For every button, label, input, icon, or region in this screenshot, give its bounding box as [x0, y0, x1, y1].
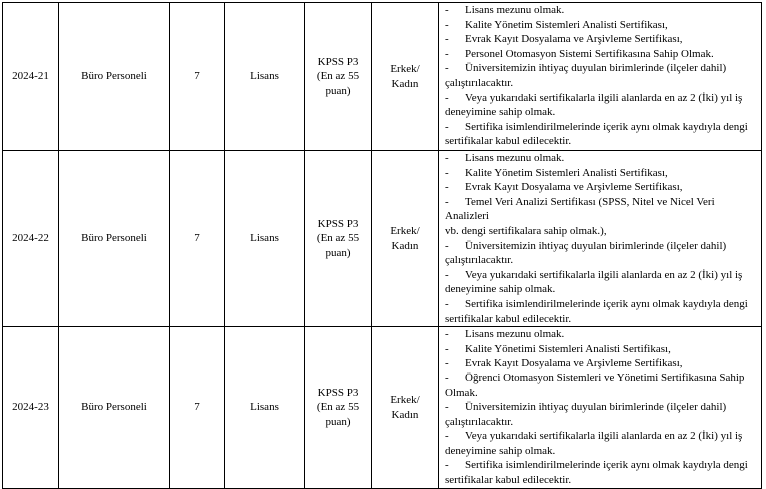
requirement-text: Sertifika isimlendirilmelerinde içerik aynı olmak kaydıyla dengi [465, 297, 748, 310]
gender [372, 151, 439, 327]
bullet-dash: - [445, 47, 449, 60]
gender-line: Erkek/ [390, 62, 420, 75]
bullet-dash: - [445, 62, 449, 75]
position-code: 2024-23 [3, 327, 59, 489]
requirement-text: Veya yukarıdaki sertifikalarla ilgili alanlarda en az 2 (İki) yıl iş [465, 430, 743, 443]
requirement-text: Lisans mezunu olmak. [465, 4, 565, 16]
requirement-text: Kalite Yönetimi Sistemleri Analisti Sertifikası, [465, 342, 671, 355]
requirement-text: Lisans mezunu olmak. [465, 328, 565, 341]
requirement-continuation [445, 76, 757, 91]
requirement-text: sertifikalar kabul edilecektir. [445, 135, 572, 148]
requirement-item [445, 151, 757, 166]
requirement-text: Üniversitemizin ihtiyaç duyulan birimlerinde (ilçeler dahil) [465, 401, 727, 414]
kpss-line: puan) [325, 84, 351, 97]
requirement-text: deneyimine sahip olmak. [445, 444, 556, 457]
kpss-requirement [305, 327, 372, 489]
gender-line: Kadın [391, 408, 419, 421]
requirement-text: Evrak Kayıt Dosyalama ve Arşivleme Sertifikası, [465, 33, 683, 46]
gender [372, 327, 439, 489]
position-code: 2024-22 [3, 151, 59, 327]
bullet-dash: - [445, 91, 449, 104]
position-count: 7 [170, 327, 225, 489]
bullet-dash: - [445, 166, 449, 179]
requirement-item [445, 400, 757, 415]
requirement-item [445, 61, 757, 76]
position-count: 7 [170, 151, 225, 327]
bullet-dash: - [445, 357, 449, 370]
requirement-text: Evrak Kayıt Dosyalama ve Arşivleme Sertifikası, [465, 357, 683, 370]
requirement-item [445, 91, 757, 106]
education-level: Lisans [225, 151, 305, 327]
bullet-dash: - [445, 297, 449, 310]
requirement-item [445, 327, 757, 342]
requirement-text: çalıştırılacaktır. [445, 415, 514, 428]
kpss-line: puan) [325, 415, 351, 428]
requirement-continuation [445, 415, 757, 430]
position-code: 2024-21 [3, 3, 59, 151]
requirement-text: Olmak. [445, 386, 478, 399]
requirement-text: çalıştırılacaktır. [445, 76, 514, 89]
requirement-item [445, 458, 757, 473]
requirement-continuation [445, 386, 757, 401]
bullet-dash: - [445, 152, 449, 164]
requirement-item [445, 47, 757, 62]
kpss-line: (En az 55 [316, 401, 360, 414]
requirement-continuation [445, 224, 757, 239]
requirement-item [445, 297, 757, 312]
table-body [3, 3, 762, 489]
gender-line: Erkek/ [390, 224, 420, 237]
bullet-dash: - [445, 268, 449, 281]
requirement-item [445, 342, 757, 357]
position-title: Büro Personeli [59, 327, 170, 489]
table-row [3, 151, 762, 327]
requirement-text: Evrak Kayıt Dosyalama ve Arşivleme Sertifikası, [465, 181, 683, 194]
bullet-dash: - [445, 18, 449, 31]
gender-line: Kadın [391, 77, 419, 90]
kpss-line: puan) [325, 246, 351, 259]
kpss-line: (En az 55 [316, 70, 360, 83]
requirement-continuation [445, 282, 757, 297]
bullet-dash: - [445, 4, 449, 16]
kpss-line: KPSS P3 [317, 386, 359, 399]
kpss-line: KPSS P3 [317, 217, 359, 230]
requirement-item [445, 166, 757, 181]
position-title: Büro Personeli [59, 151, 170, 327]
kpss-line: (En az 55 [316, 232, 360, 245]
gender-line: Erkek/ [390, 394, 420, 407]
bullet-dash: - [445, 181, 449, 194]
requirement-text: Sertifika isimlendirilmelerinde içerik aynı olmak kaydıyla dengi [465, 120, 748, 133]
position-title: Büro Personeli [59, 3, 170, 151]
kpss-requirement [305, 151, 372, 327]
requirement-text: çalıştırılacaktır. [445, 254, 514, 267]
bullet-dash: - [445, 342, 449, 355]
bullet-dash: - [445, 401, 449, 414]
kpss-requirement [305, 3, 372, 151]
bullet-dash: - [445, 239, 449, 252]
requirement-text: Üniversitemizin ihtiyaç duyulan birimlerinde (ilçeler dahil) [465, 239, 727, 252]
requirement-text: Veya yukarıdaki sertifikalarla ilgili alanlarda en az 2 (İki) yıl iş [465, 91, 743, 104]
requirement-text: Personel Otomasyon Sistemi Sertifikasına Sahip Olmak. [465, 47, 714, 60]
table-row [3, 3, 762, 151]
bullet-dash: - [445, 195, 449, 208]
kpss-line: KPSS P3 [317, 55, 359, 68]
position-count: 7 [170, 3, 225, 151]
requirement-text: Üniversitemizin ihtiyaç duyulan birimlerinde (ilçeler dahil) [465, 62, 727, 75]
requirement-item [445, 3, 757, 18]
requirement-continuation [445, 105, 757, 120]
requirement-item [445, 239, 757, 254]
requirement-text: Temel Veri Analizi Sertifikası (SPSS, Nitel ve Nicel Veri Analizleri [445, 195, 715, 223]
education-level: Lisans [225, 327, 305, 489]
requirement-continuation [445, 473, 757, 488]
requirement-continuation [445, 253, 757, 268]
bullet-dash: - [445, 33, 449, 46]
positions-table [2, 2, 762, 489]
requirement-text: deneyimine sahip olmak. [445, 283, 556, 296]
requirement-item [445, 18, 757, 33]
bullet-dash: - [445, 459, 449, 472]
gender [372, 3, 439, 151]
bullet-dash: - [445, 371, 449, 384]
requirement-item [445, 180, 757, 195]
requirement-text: sertifikalar kabul edilecektir. [445, 474, 572, 487]
requirements-cell [439, 3, 762, 151]
requirement-text: Kalite Yönetim Sistemleri Analisti Sertifikası, [465, 18, 668, 31]
requirement-item [445, 356, 757, 371]
requirement-item [445, 268, 757, 283]
gender-line: Kadın [391, 239, 419, 252]
requirement-text: deneyimine sahip olmak. [445, 106, 556, 119]
requirement-text: Lisans mezunu olmak. [465, 152, 565, 164]
requirement-continuation [445, 312, 757, 327]
bullet-dash: - [445, 120, 449, 133]
education-level: Lisans [225, 3, 305, 151]
requirement-text: sertifikalar kabul edilecektir. [445, 312, 572, 325]
requirements-cell [439, 151, 762, 327]
requirement-item [445, 32, 757, 47]
requirement-continuation [445, 134, 757, 149]
requirement-text: vb. dengi sertifikalara sahip olmak.), [445, 224, 607, 237]
requirement-text: Sertifika isimlendirilmelerinde içerik aynı olmak kaydıyla dengi [465, 459, 748, 472]
requirement-continuation [445, 444, 757, 459]
requirement-item [445, 195, 757, 224]
requirements-cell [439, 327, 762, 489]
bullet-dash: - [445, 430, 449, 443]
requirement-item [445, 120, 757, 135]
bullet-dash: - [445, 328, 449, 341]
requirement-item [445, 371, 757, 386]
requirement-text: Kalite Yönetim Sistemleri Analisti Sertifikası, [465, 166, 668, 179]
requirement-text: Öğrenci Otomasyon Sistemleri ve Yönetimi Sertifikasına Sahip [465, 371, 745, 384]
table-row [3, 327, 762, 489]
requirement-item [445, 429, 757, 444]
requirement-text: Veya yukarıdaki sertifikalarla ilgili alanlarda en az 2 (İki) yıl iş [465, 268, 743, 281]
